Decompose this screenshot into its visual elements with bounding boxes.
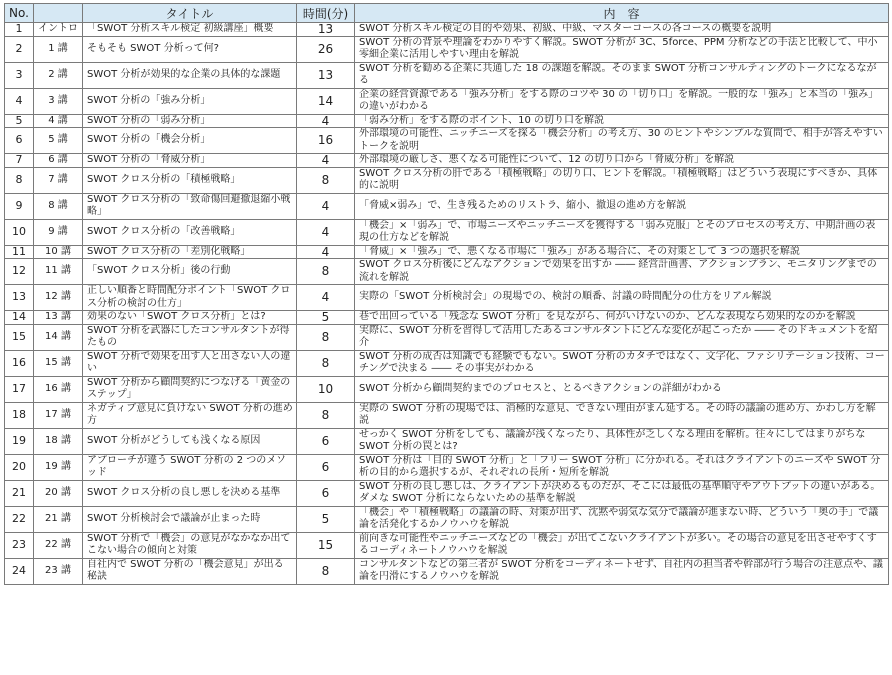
table-row: [5, 219, 889, 245]
row-title: SWOT 分析がどうしても浅くなる原因: [83, 428, 297, 454]
row-title: 正しい順番と時間配分ポイント「SWOT クロス分析の検討の仕方」: [83, 285, 297, 311]
row-content: 「機会」や「積極戦略」の議論の時、対策が出ず、沈黙や弱気な気分で議論が進まない時、どういう「奥の手」で議論を活発化するかノウハウを解説: [355, 506, 889, 532]
row-title: 「SWOT クロス分析」後の行動: [83, 259, 297, 285]
row-time: 4: [297, 114, 355, 128]
row-no: 9: [5, 193, 34, 219]
row-title: SWOT 分析を武器にしたコンサルタントが得たもの: [83, 324, 297, 350]
row-content: 外部環境の厳しさ、悪くなる可能性について、12 の切り口から「脅威分析」を解説: [355, 154, 889, 168]
row-time: 13: [297, 23, 355, 37]
row-no: 2: [5, 36, 34, 62]
row-lecture: 1 講: [34, 36, 83, 62]
row-time: 16: [297, 128, 355, 154]
row-no: 16: [5, 350, 34, 376]
row-time: 10: [297, 376, 355, 402]
header-content: 内 容: [355, 4, 889, 23]
row-time: 4: [297, 219, 355, 245]
table-row: [5, 167, 889, 193]
row-lecture: 6 講: [34, 154, 83, 168]
header-no: No.: [5, 4, 34, 23]
row-lecture: 21 講: [34, 506, 83, 532]
row-lecture: 13 講: [34, 311, 83, 325]
row-lecture: 10 講: [34, 245, 83, 259]
row-no: 22: [5, 506, 34, 532]
row-lecture: イントロ: [34, 23, 83, 37]
row-time: 8: [297, 324, 355, 350]
row-content: 「脅威×弱み」で、生き残るためのリストラ、縮小、撤退の進め方を解説: [355, 193, 889, 219]
course-table: [4, 3, 889, 585]
row-content: 実際の SWOT 分析の現場では、消極的な意見、できない理由がまん延する。その時の議論の進め方、かわし方を解説: [355, 402, 889, 428]
row-time: 4: [297, 285, 355, 311]
row-lecture: 22 講: [34, 532, 83, 558]
row-no: 11: [5, 245, 34, 259]
table-row: [5, 88, 889, 114]
row-content: SWOT 分析を勧める企業に共通した 18 の課題を解説。そのまま SWOT 分析コンサルティングのトークになるながる: [355, 62, 889, 88]
table-body: [5, 23, 889, 585]
row-title: そもそも SWOT 分析って何?: [83, 36, 297, 62]
row-lecture: 20 講: [34, 480, 83, 506]
row-no: 23: [5, 532, 34, 558]
row-content: せっかく SWOT 分析をしても、議論が浅くなったり、具体性が乏しくなる理由を解析。往々にしてはまりがちな SWOT 分析の罠とは?: [355, 428, 889, 454]
row-no: 20: [5, 454, 34, 480]
row-content: 外部環境の可能性、ニッチニーズを探る「機会分析」の考え方、30 のヒントやシンプルな質問で、相手が答えやすいトークを説明: [355, 128, 889, 154]
row-no: 15: [5, 324, 34, 350]
row-time: 26: [297, 36, 355, 62]
table-row: [5, 311, 889, 325]
row-no: 5: [5, 114, 34, 128]
row-title: SWOT 分析の「脅威分析」: [83, 154, 297, 168]
table-row: [5, 36, 889, 62]
row-content: 「弱み分析」をする際のポイント、10 の切り口を解説: [355, 114, 889, 128]
row-no: 18: [5, 402, 34, 428]
row-lecture: 16 講: [34, 376, 83, 402]
row-time: 8: [297, 350, 355, 376]
row-time: 6: [297, 480, 355, 506]
row-lecture: 18 講: [34, 428, 83, 454]
row-time: 8: [297, 558, 355, 584]
row-no: 6: [5, 128, 34, 154]
row-title: SWOT クロス分析の良し悪しを決める基準: [83, 480, 297, 506]
row-title: SWOT 分析の「強み分析」: [83, 88, 297, 114]
row-content: SWOT 分析の成否は知識でも経験でもない。SWOT 分析のカタチではなく、文字化、ファシリテーション技術、コーチングで決まる ―― その事実がわかる: [355, 350, 889, 376]
row-time: 4: [297, 245, 355, 259]
row-title: SWOT 分析で効果を出す人と出さない人の違い: [83, 350, 297, 376]
row-content: 実際に、SWOT 分析を習得して活用したあるコンサルタントにどんな変化が起こったか ―― そのドキュメントを紹介: [355, 324, 889, 350]
row-title: SWOT クロス分析の「改善戦略」: [83, 219, 297, 245]
row-time: 5: [297, 311, 355, 325]
row-time: 5: [297, 506, 355, 532]
row-content: SWOT クロス分析の肝である「積極戦略」の切り口、ヒントを解説。「積極戦略」はどういう表現にすべきか、具体的に説明: [355, 167, 889, 193]
row-time: 6: [297, 454, 355, 480]
row-title: SWOT クロス分析の「致命傷回避撤退縮小戦略」: [83, 193, 297, 219]
row-no: 17: [5, 376, 34, 402]
row-time: 8: [297, 402, 355, 428]
table-row: [5, 480, 889, 506]
row-no: 8: [5, 167, 34, 193]
row-content: 前向きな可能性やニッチニーズなどの「機会」が出てこないクライアントが多い。その場合の意見を出させやすくするコーディネートノウハウを解説: [355, 532, 889, 558]
header-lecture: [34, 4, 83, 23]
table-row: [5, 128, 889, 154]
table-row: [5, 154, 889, 168]
row-time: 15: [297, 532, 355, 558]
row-time: 8: [297, 167, 355, 193]
row-no: 3: [5, 62, 34, 88]
row-no: 4: [5, 88, 34, 114]
row-no: 1: [5, 23, 34, 37]
row-content: 実際の「SWOT 分析検討会」の現場での、検討の順番、討議の時間配分の仕方をリアル解説: [355, 285, 889, 311]
row-content: コンサルタントなどの第三者が SWOT 分析をコーディネートせず、自社内の担当者や幹部が行う場合の注意点や、議論を円滑にするノウハウを解説: [355, 558, 889, 584]
row-no: 10: [5, 219, 34, 245]
row-title: 「SWOT 分析スキル検定 初級講座」概要: [83, 23, 297, 37]
row-lecture: 2 講: [34, 62, 83, 88]
row-title: SWOT 分析が効果的な企業の具体的な課題: [83, 62, 297, 88]
row-title: SWOT クロス分析の「積極戦略」: [83, 167, 297, 193]
row-no: 7: [5, 154, 34, 168]
row-lecture: 23 講: [34, 558, 83, 584]
table-row: [5, 259, 889, 285]
table-row: [5, 114, 889, 128]
row-lecture: 12 講: [34, 285, 83, 311]
row-title: SWOT 分析の「機会分析」: [83, 128, 297, 154]
row-content: SWOT 分析の背景や理論をわかりやすく解説。SWOT 分析が 3C、5force、PPM 分析などの手法と比較して、中小零細企業に活用しやすい理由を解説: [355, 36, 889, 62]
row-content: 巷で出回っている「残念な SWOT 分析」を見ながら、何がいけないのか、どんな表現なら効果的なのかを解説: [355, 311, 889, 325]
row-title: 自社内で SWOT 分析の「機会意見」が出る秘訣: [83, 558, 297, 584]
row-title: SWOT 分析の「弱み分析」: [83, 114, 297, 128]
table-row: [5, 376, 889, 402]
row-no: 12: [5, 259, 34, 285]
row-lecture: 15 講: [34, 350, 83, 376]
table-row: [5, 245, 889, 259]
row-content: 「機会」×「弱み」で、市場ニーズやニッチニーズを獲得する「弱み克服」とそのプロセスの考え方、中期計画の表現の仕方などを解説: [355, 219, 889, 245]
row-no: 14: [5, 311, 34, 325]
row-title: SWOT クロス分析の「差別化戦略」: [83, 245, 297, 259]
table-row: [5, 402, 889, 428]
row-lecture: 19 講: [34, 454, 83, 480]
header-time: 時間(分): [297, 4, 355, 23]
table-row: [5, 285, 889, 311]
row-time: 4: [297, 154, 355, 168]
table-row: [5, 23, 889, 37]
table-row: [5, 62, 889, 88]
row-lecture: 17 講: [34, 402, 83, 428]
row-lecture: 4 講: [34, 114, 83, 128]
row-lecture: 11 講: [34, 259, 83, 285]
table-row: [5, 324, 889, 350]
row-no: 13: [5, 285, 34, 311]
row-title: SWOT 分析から顧問契約につなげる「黄金のステップ」: [83, 376, 297, 402]
row-no: 19: [5, 428, 34, 454]
row-content: SWOT 分析は「目的 SWOT 分析」と「フリー SWOT 分析」に分かれる。それはクライアントのニーズや SWOT 分析の目的から選択するが、それぞれの長所・短所を解説: [355, 454, 889, 480]
row-content: 企業の経営資源である「強み分析」をする際のコツや 30 の「切り口」を解説。一般的な「強み」と本当の「強み」の違いがわかる: [355, 88, 889, 114]
row-time: 13: [297, 62, 355, 88]
row-lecture: 3 講: [34, 88, 83, 114]
row-time: 6: [297, 428, 355, 454]
table-row: [5, 558, 889, 584]
table-row: [5, 193, 889, 219]
table-row: [5, 350, 889, 376]
row-content: SWOT 分析スキル検定の目的や効果、初級、中級、マスターコースの各コースの概要を説明: [355, 23, 889, 37]
table-row: [5, 454, 889, 480]
row-time: 14: [297, 88, 355, 114]
row-time: 4: [297, 193, 355, 219]
row-title: SWOT 分析で「機会」の意見がなかなか出てこない場合の傾向と対策: [83, 532, 297, 558]
row-title: アプローチが違う SWOT 分析の 2 つのメソッド: [83, 454, 297, 480]
header-row: [5, 4, 889, 23]
row-title: SWOT 分析検討会で議論が止まった時: [83, 506, 297, 532]
row-lecture: 7 講: [34, 167, 83, 193]
row-title: ネガティブ意見に負けない SWOT 分析の進め方: [83, 402, 297, 428]
row-no: 24: [5, 558, 34, 584]
row-content: SWOT 分析から顧問契約までのプロセスと、とるべきアクションの詳細がわかる: [355, 376, 889, 402]
row-time: 8: [297, 259, 355, 285]
row-lecture: 14 講: [34, 324, 83, 350]
row-content: 「脅威」×「強み」で、悪くなる市場に「強み」がある場合に、その対策として 3 つの選択を解説: [355, 245, 889, 259]
row-title: 効果のない「SWOT クロス分析」とは?: [83, 311, 297, 325]
row-lecture: 5 講: [34, 128, 83, 154]
row-lecture: 8 講: [34, 193, 83, 219]
header-title: タイトル: [83, 4, 297, 23]
table-row: [5, 532, 889, 558]
row-lecture: 9 講: [34, 219, 83, 245]
row-content: SWOT 分析の良し悪しは、クライアントが決めるものだが、そこには最低の基準順守やアウトプットの違いがある。ダメな SWOT 分析にならないための基準を解説: [355, 480, 889, 506]
table-row: [5, 506, 889, 532]
row-content: SWOT クロス分析後にどんなアクションで効果を出すか ―― 経営計画書、アクションプラン、モニタリングまでの流れを解説: [355, 259, 889, 285]
table-row: [5, 428, 889, 454]
row-no: 21: [5, 480, 34, 506]
